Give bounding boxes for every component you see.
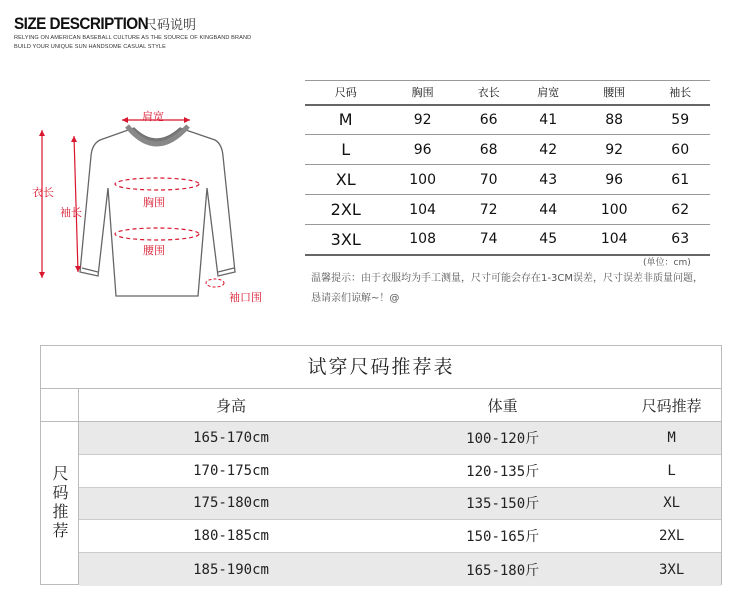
length-label: 衣长 [32,186,54,199]
header-waist: 腰围 [578,81,650,105]
header-weight: 体重 [487,396,518,415]
side-label: 尺码推荐 [50,465,69,541]
sleeve-cell: 62 [650,195,710,225]
header-title-row [14,14,251,34]
measurement-header-row [305,81,710,105]
length-cell: 70 [459,165,519,195]
chest-cell: 96 [386,135,458,165]
length-cell: 66 [459,105,519,135]
size-recommendation-table [40,345,722,585]
sleeve-cell: 59 [650,105,710,135]
shoulder-cell: 41 [518,105,578,135]
waist-cell: 88 [578,105,650,135]
waist-label: 腰围 [143,244,165,257]
size-cell: M [305,105,386,135]
table-row [305,105,710,135]
shirt-diagram [30,108,265,308]
table-row [79,520,721,553]
size-description-title: SIZE DESCRIPTION [14,14,149,33]
size-cell: XL [305,165,386,195]
size-cell: L [667,462,676,479]
header-length: 衣长 [459,81,519,105]
table-row [79,553,721,586]
chest-cell: 100 [386,165,458,195]
waist-cell: 96 [578,165,650,195]
weight-cell: 135-150斤 [466,496,540,513]
recommendation-rows [79,422,721,584]
header-chest: 胸围 [386,81,458,105]
weight-cell: 165-180斤 [466,562,540,579]
size-cell: 3XL [305,225,386,255]
sleeve-cell: 63 [650,225,710,255]
height-cell: 170-175cm [193,462,269,479]
length-cell: 72 [459,195,519,225]
header-shoulder: 肩宽 [518,81,578,105]
table-row [305,135,710,165]
waist-cell: 104 [578,225,650,255]
size-cell: 2XL [305,195,386,225]
table-row [305,165,710,195]
shoulder-cell: 45 [518,225,578,255]
length-cell: 68 [459,135,519,165]
waist-cell: 92 [578,135,650,165]
sleeve-cell: 61 [650,165,710,195]
table-row [79,455,721,488]
header-sleeve: 袖长 [650,81,710,105]
shoulder-cell: 44 [518,195,578,225]
shoulder-label: 肩宽 [142,110,164,123]
unit-note: (单位：cm) [643,258,691,268]
weight-cell: 100-120斤 [466,430,540,447]
tagline-1: RELYING ON AMERICAN BASEBALL CULTURE AS THE SOURCE OF KINGBAND BRAND [14,35,252,41]
sleeve-cell: 60 [650,135,710,165]
weight-cell: 120-135斤 [466,463,540,480]
header-height: 身高 [216,396,247,415]
shoulder-cell: 43 [518,165,578,195]
height-cell: 180-185cm [193,528,269,545]
size-description-title-cn: 尺码说明 [144,18,197,33]
size-cell: 3XL [658,561,685,578]
cuff-label: 袖口围 [229,291,262,304]
chest-cell: 104 [386,195,458,225]
header-recommended-size: 尺码推荐 [641,396,702,415]
measurement-disclaimer: 温馨提示：由于衣服均为手工测量，尺寸可能会存在1-3CM误差，尺寸误差非质量问题，恳请亲们谅解~！@ [311,273,703,304]
sleeve-label: 袖长 [60,206,82,219]
table-row [305,225,710,255]
tagline-2: BUILD YOUR UNIQUE SUN HANDSOME CASUAL STYLE [14,44,166,50]
header-size: 尺码 [305,81,386,105]
side-label-cell [41,422,79,584]
size-cell: L [305,135,386,165]
table-row [305,195,710,225]
shoulder-cell: 42 [518,135,578,165]
size-cell: 2XL [658,528,685,545]
chest-label: 胸围 [143,196,165,209]
weight-cell: 150-165斤 [466,529,540,546]
size-cell: M [667,429,676,446]
page-header [14,14,251,52]
height-cell: 165-170cm [193,429,269,446]
corner-cell [41,389,79,422]
measurement-table [305,80,710,256]
chest-cell: 108 [386,225,458,255]
waist-cell: 100 [578,195,650,225]
height-cell: 175-180cm [193,495,269,512]
size-cell: XL [663,495,681,512]
chest-cell: 92 [386,105,458,135]
table-row [79,422,721,455]
length-cell: 74 [459,225,519,255]
height-cell: 185-190cm [193,561,269,578]
recommendation-header-row [79,389,721,422]
recommendation-title: 试穿尺码推荐表 [41,346,721,389]
table-row [79,488,721,521]
